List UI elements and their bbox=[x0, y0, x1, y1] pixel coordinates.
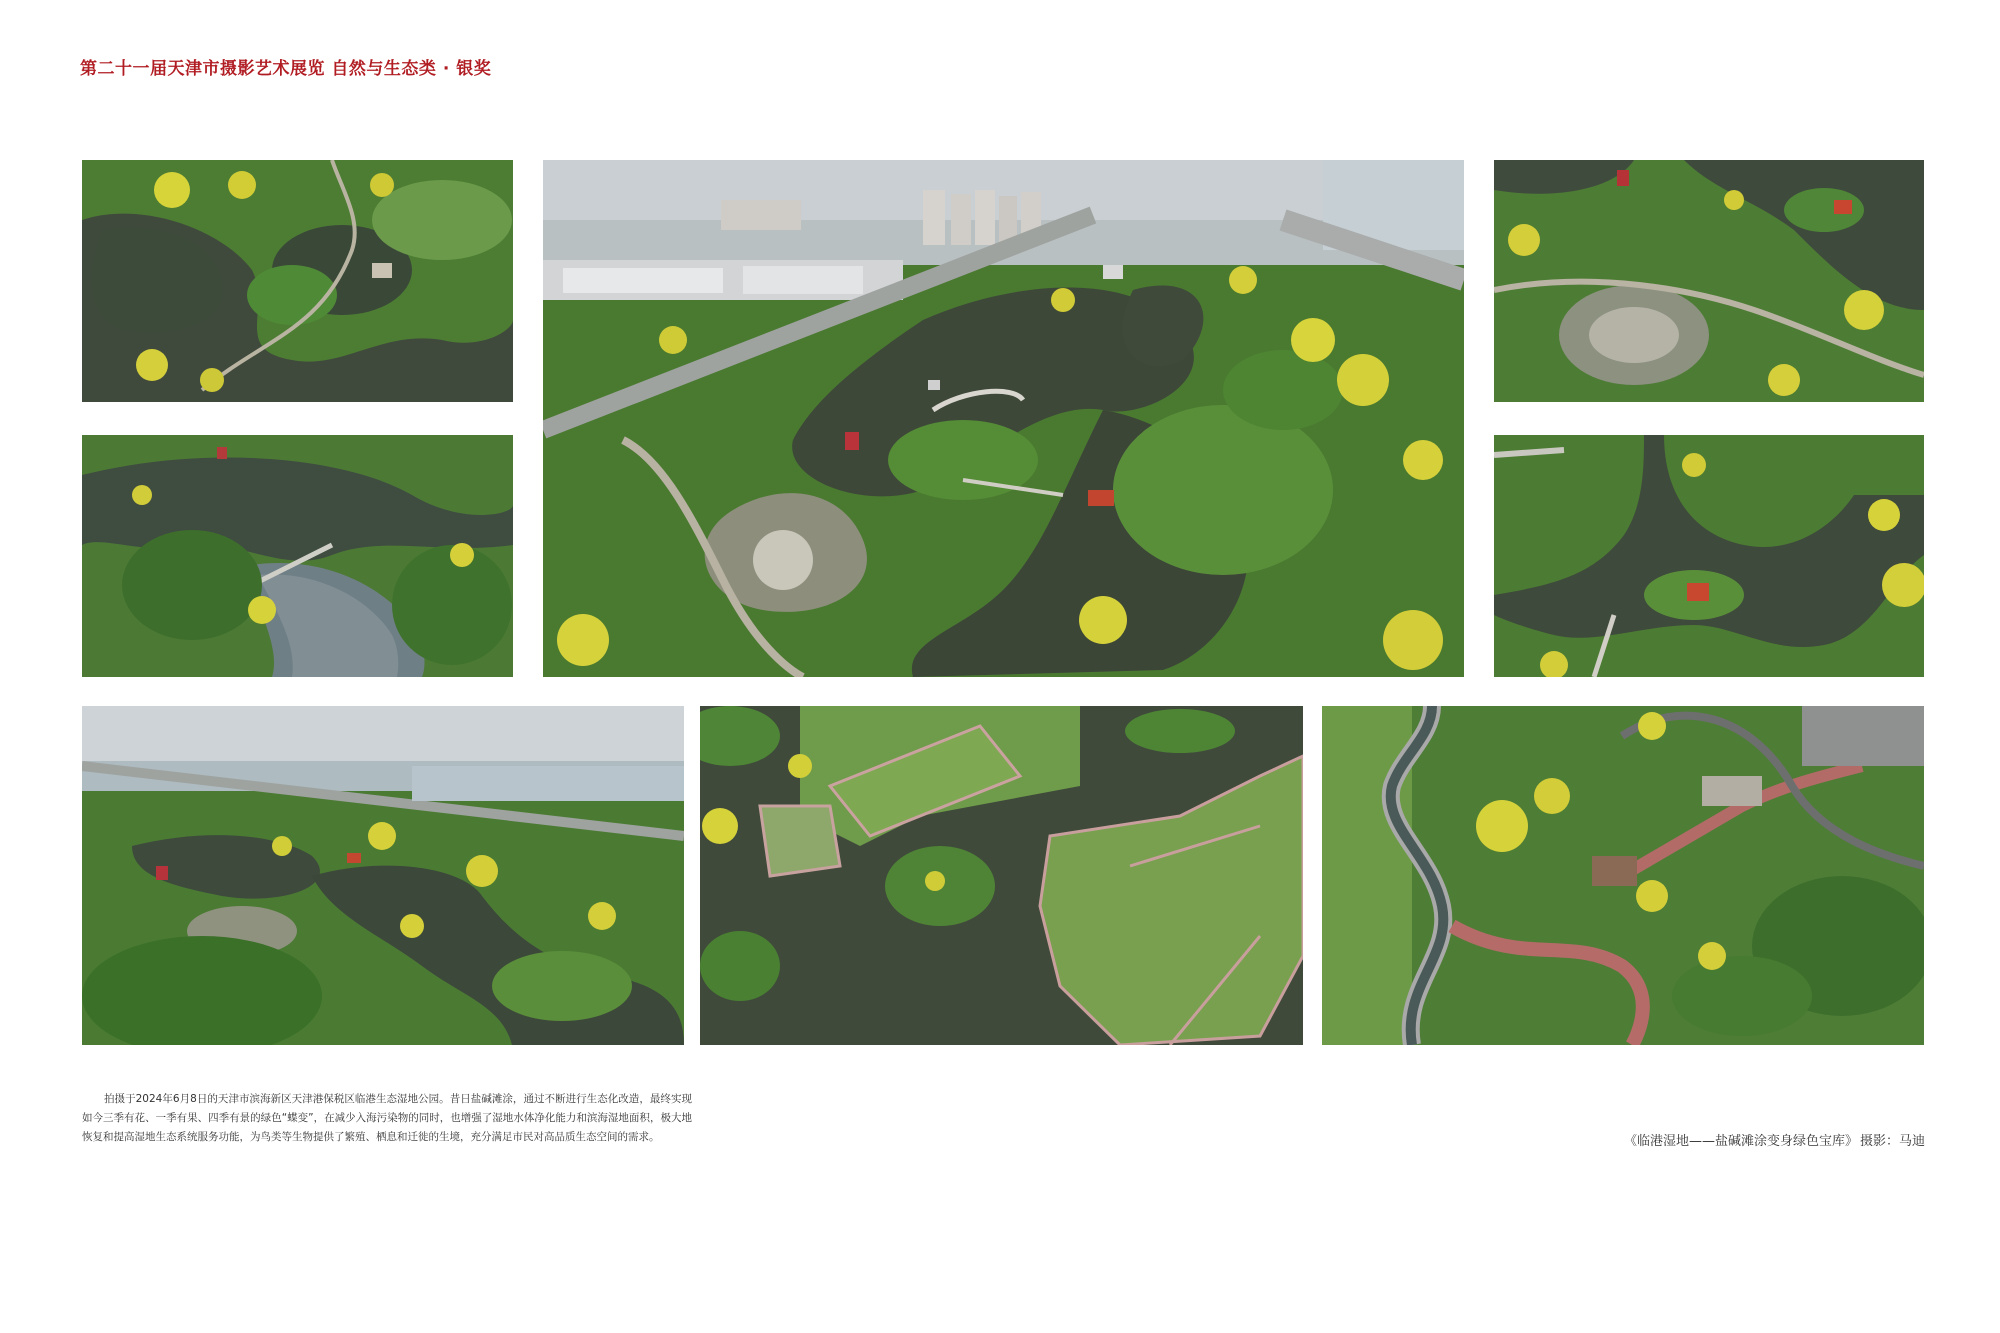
photo-wetland-waterway-pavilion bbox=[1494, 435, 1924, 677]
photo-wetland-garden-pavilion bbox=[1494, 160, 1924, 402]
photo-wetland-park-panorama bbox=[543, 160, 1464, 677]
photographer-credit: 摄影：马迪 bbox=[1859, 1134, 1925, 1149]
photo-wetland-island-pavilion bbox=[82, 160, 513, 402]
photo-wetland-bridge bbox=[82, 435, 513, 677]
work-caption bbox=[1622, 1130, 1925, 1149]
photo-wetland-grass-plots bbox=[700, 706, 1303, 1045]
photo-description: 拍摄于2024年6月8日的天津市滨海新区天津港保税区临港生态湿地公园。昔日盐碱滩涂，通过不断进行生态化改造，最终实现如今三季有花、一季有果、四季有景的绿色“蝶变”，在减少入海污染物的同时，也增强了湿地水体净化能力和滨海湿地面积，极大地恢复和提高湿地生态系统服务功能，为鸟类等生物提供了繁殖、栖息和迁徙的生境，充分满足市民对高品质生态空间的需求。 bbox=[82, 1093, 692, 1143]
exhibition-title: 第二十一届天津市摄影艺术展览 自然与生态类 · 银奖 bbox=[80, 59, 492, 79]
photo-wetland-red-paths bbox=[1322, 706, 1924, 1045]
work-title: 《临港湿地——盐碱滩涂变身绿色宝库》 bbox=[1623, 1134, 1858, 1149]
photo-wetland-coastal-view bbox=[82, 706, 684, 1045]
